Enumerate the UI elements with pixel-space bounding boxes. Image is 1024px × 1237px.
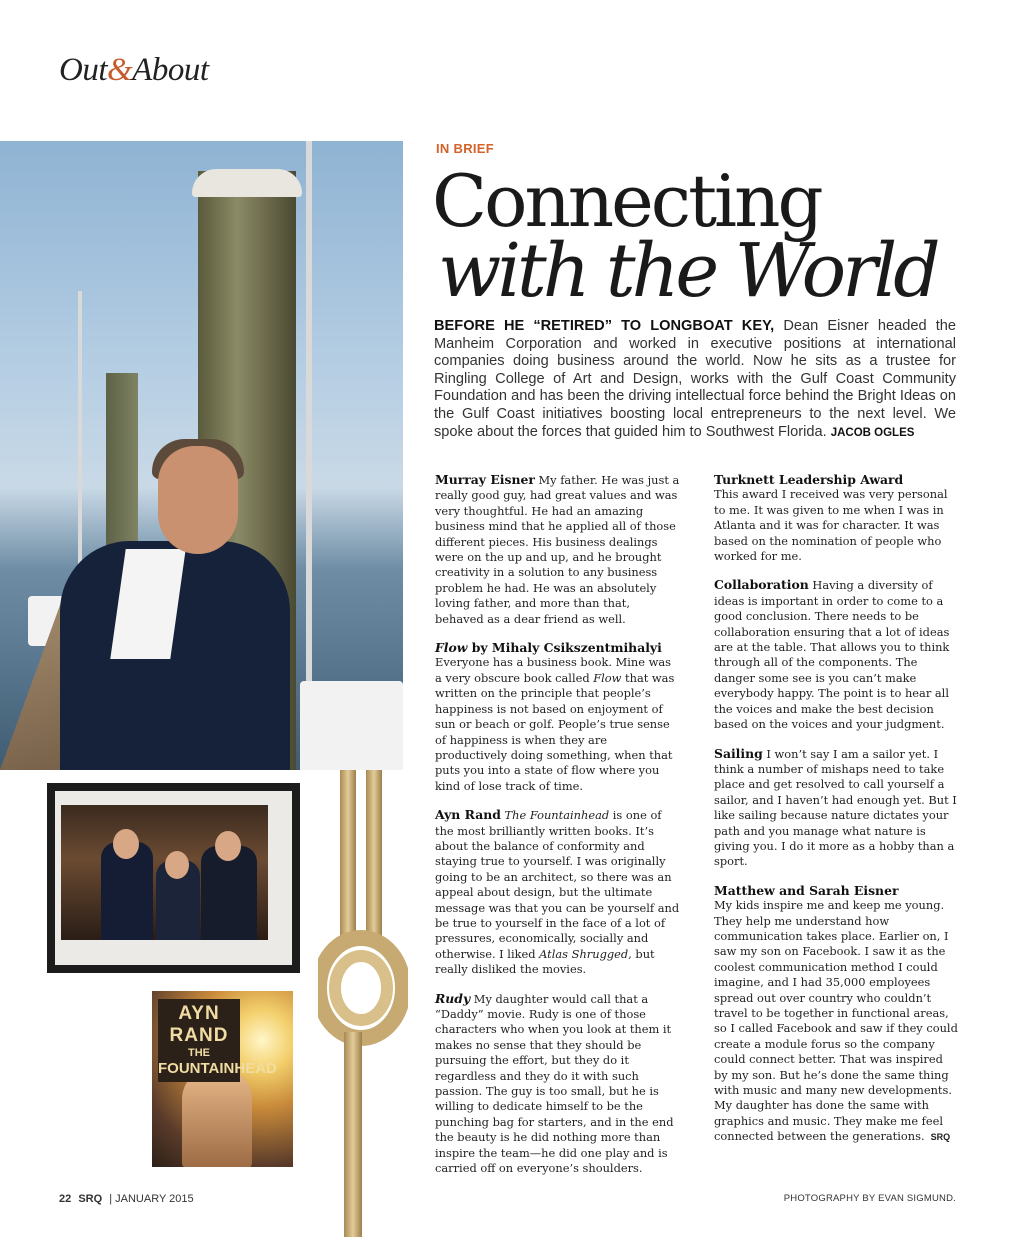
face <box>113 829 139 859</box>
item-heading: Matthew and Sarah Eisner <box>714 882 899 898</box>
item-heading: Turknett Leadership Award <box>714 472 904 487</box>
face <box>165 851 189 879</box>
item-heading <box>435 640 680 655</box>
item-text: is one of the most brilliantly written books. It’s about the balance of conformity and staying true to yourself. I was originally going to be an architect, so there was an appeal about design, but the ultimate message was that you can be yourself and be true to yourself in the face of a lot of pressures, economically, socially and otherwise. I liked <box>435 808 680 961</box>
dock-piling <box>106 373 138 553</box>
face <box>215 831 241 861</box>
qa-item <box>714 577 959 732</box>
piling-cap <box>192 169 302 197</box>
qa-item <box>714 746 959 870</box>
byline: JACOB OGLES <box>830 426 915 439</box>
item-heading-italic: Flow <box>435 640 468 656</box>
item-text: My daughter would call that a “Daddy” movie. Rudy is one of those characters who when you look at them it makes no sense that they should be pursuing the effort, but they do it regardless and they do it with such passion. The guy is too small, but he is willing to dedicate himself to be the punching bag for starters, and in the end the beauty is he did nothing more than inspire the team—he did one play and is carried off on everyone’s shoulders. <box>435 991 674 1176</box>
item-text-italic: Flow <box>593 670 622 685</box>
headline-line-1: Connecting <box>432 159 821 243</box>
qa-item <box>435 991 680 1177</box>
qa-item <box>714 472 959 564</box>
dek-lead: BEFORE HE “RETIRED” TO LONGBOAT KEY, <box>434 318 775 334</box>
sailboat-mast <box>306 141 312 770</box>
qa-item <box>714 883 959 1146</box>
headline-line-2: with the World <box>438 228 937 314</box>
photo-credit: PHOTOGRAPHY BY EVAN SIGMUND. <box>783 1193 956 1204</box>
page-number: 22 <box>59 1193 72 1205</box>
item-heading: Sailing <box>714 745 763 761</box>
cover-the: THE <box>188 1047 210 1059</box>
article-dek <box>434 318 956 442</box>
item-text: This award I received was very personal to me. It was given to me when I was in Atlanta and it was for character. It was based on the nomination of people who worked for me. <box>714 487 948 564</box>
cover-figure <box>182 1069 252 1167</box>
item-heading-italic: Rudy <box>435 990 471 1006</box>
sailboat-hull <box>300 681 403 770</box>
folio <box>59 1193 194 1205</box>
qa-item <box>435 640 680 794</box>
issue-date: JANUARY 2015 <box>115 1193 194 1205</box>
section-title-ampersand: & <box>107 52 133 88</box>
item-text: I won’t say I am a sailor yet. I think a number of mishaps need to take place and get resolved to call yourself a sailor, and I haven’t had enough yet. But I like sailing because nature dictates your path and you manage what nature is giving you. I do it more as a hobby than a sport. <box>714 746 957 869</box>
item-title-italic: The Fountainhead <box>500 808 610 823</box>
main-portrait-photo <box>0 141 403 770</box>
kicker: IN BRIEF <box>436 141 495 156</box>
dek-body: Dean Eisner headed the Manheim Corporation and worked in executive positions at international companies doing business around the world. Now he sits as a trustee for Ringling College of Art and Design, works with the Gulf Coast Community Foundation and has been the driving intellectual force behind the Bright Ideas on the Gulf Coast initiatives boosting local entrepreneurs to the next level. We spoke about the forces that guided him to Southwest Florida. <box>434 318 956 440</box>
item-heading <box>435 991 470 1006</box>
item-heading: Collaboration <box>714 577 809 593</box>
folio-separator: | <box>109 1193 113 1205</box>
magazine-name: SRQ <box>78 1193 103 1205</box>
item-heading: Murray Eisner <box>435 472 535 487</box>
cover-author: AYN RAND <box>169 1003 229 1046</box>
item-text: My father. He was just a really good guy, had great values and was very thoughtful. He had an amazing business mind that he applied all of those different pieces. His business dealings were on the up and up, and he brought creativity in a solution to any business problem he had. He was an absolutely loving father, and more than that, behaved as a dear friend as well. <box>435 473 680 626</box>
item-text: Having a diversity of ideas is important in order to come to a good conclusion. There needs to be collaboration ensuring that a lot of ideas are at the table. That allows you to think through all of the components. The danger some see is you can’t make everybody happy. The point is to hear all the voices and make the best decision based on the voices and your judgment. <box>714 578 950 732</box>
cover-title: FOUNTAINHEAD <box>158 1060 277 1077</box>
item-heading-rest: by Mihaly Csikszentmihalyi <box>467 640 662 656</box>
framed-family-photo <box>47 783 300 973</box>
item-text: My kids inspire me and keep me young. They help me understand how communication takes place. Earlier on, I saw my son on Facebook. I saw it as the coolest communication method I could imagine, and I had 35,000 employees spread out over country who couldn’t travel to be together in functional areas, so I called Facebook and saw if they could create a module forus so the company could connect better. That was inspired by my son. But he’s done the same thing with music and many new developments. My daughter has done the same with graphics and music. They make me feel connected between the generations. <box>714 898 958 1144</box>
rope-knot-illustration <box>318 770 408 1237</box>
text-column-2 <box>714 472 959 1159</box>
text-column-1 <box>435 472 680 1189</box>
section-title-part2: About <box>132 52 209 88</box>
item-text: Everyone has a business book. Mine was a very obscure book called <box>435 655 671 685</box>
section-title-part1: Out <box>59 52 107 88</box>
end-mark: SRQ <box>930 1132 951 1143</box>
cover-title-box <box>158 999 277 1082</box>
family-picture <box>61 805 268 940</box>
qa-item <box>435 472 680 627</box>
smiling-face <box>158 446 238 554</box>
item-text: that was written on the principle that people’s happiness is not based on enjoyment of sun or beach or golf. People’s true sense of happiness is when they are productively doing something, when that puts you into a state of flow where you kind of lose track of time. <box>435 670 675 793</box>
qa-item <box>435 807 680 977</box>
section-title <box>59 52 209 89</box>
item-text-italic: Atlas Shrugged, <box>539 946 632 961</box>
item-text: but really disliked the movies. <box>435 946 655 977</box>
item-heading: Ayn Rand <box>435 807 501 823</box>
fountainhead-book-cover <box>152 991 293 1167</box>
